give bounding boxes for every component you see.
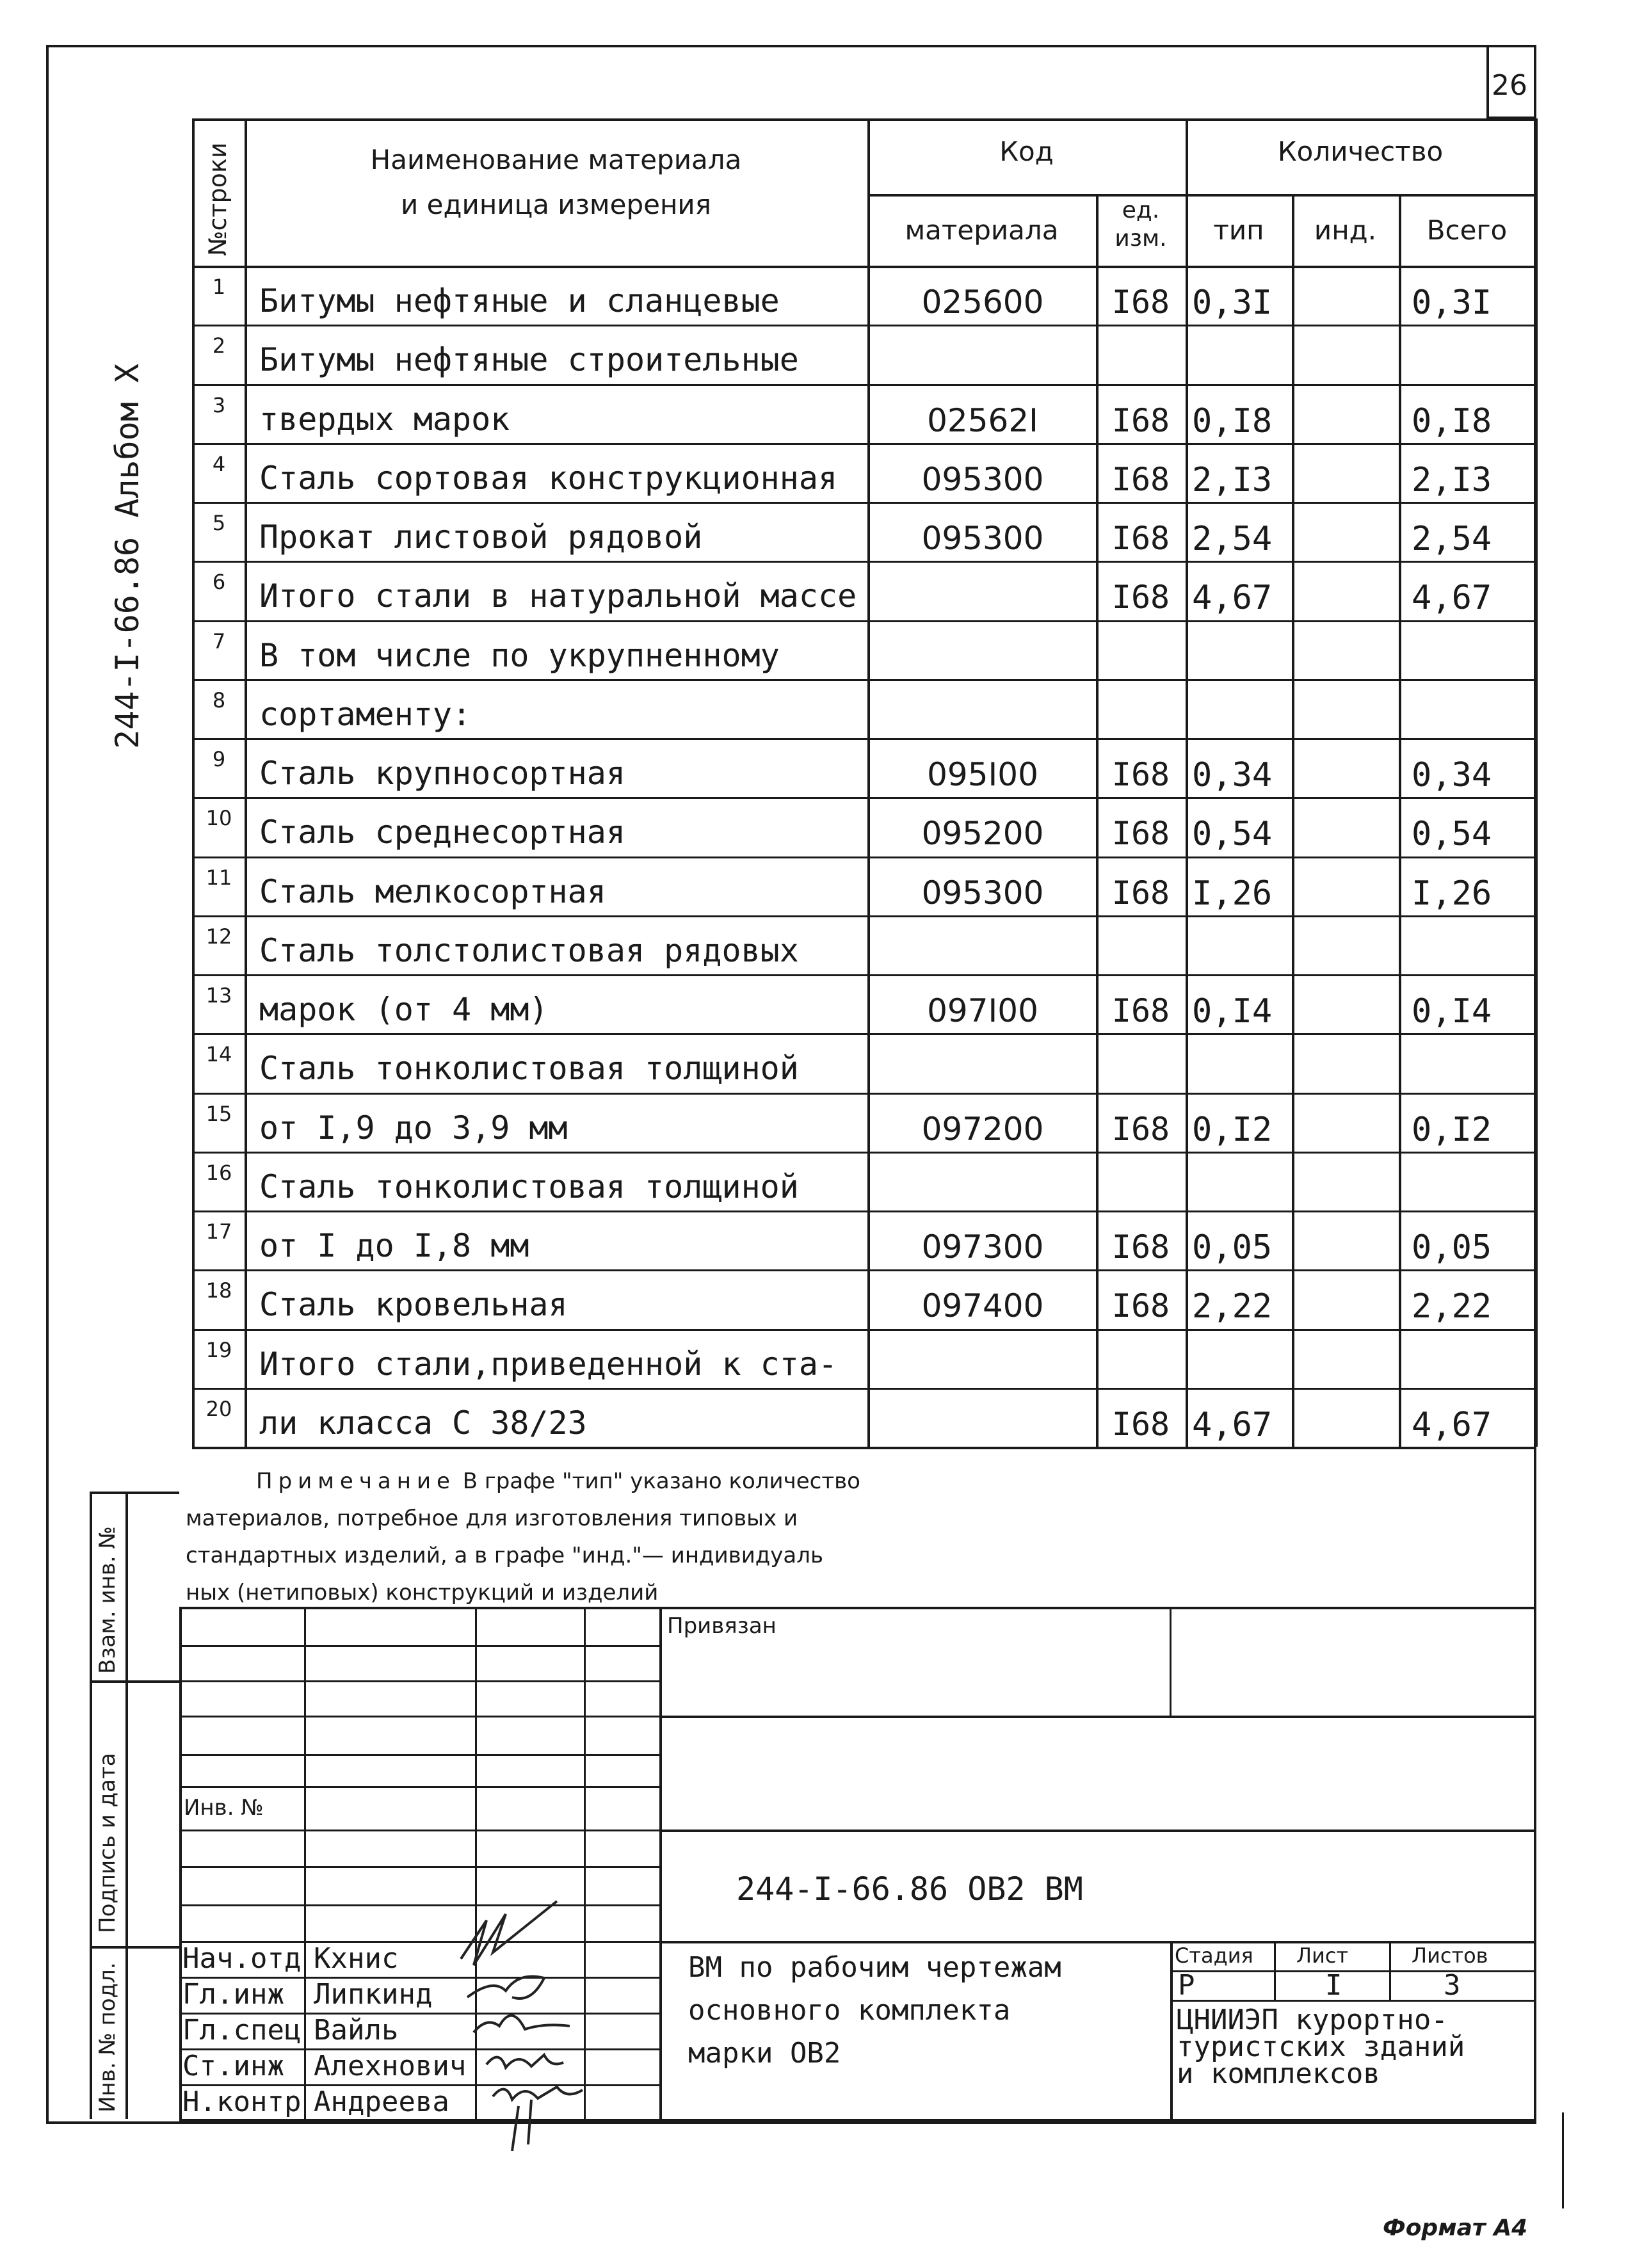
privyazan-label: Привязан <box>667 1613 777 1639</box>
row-divider <box>192 1152 1536 1154</box>
row-name: Сталь тонколистовая толщиной <box>259 1168 799 1205</box>
row-unit: I68 <box>1111 401 1170 439</box>
row-number: 15 <box>205 1101 232 1126</box>
row-name: В том числе по укрупненному <box>259 636 780 674</box>
organization-3: и комплексов <box>1177 2057 1380 2090</box>
row-unit: I68 <box>1111 756 1170 793</box>
header-code-material: материала <box>905 214 1059 246</box>
row-number: 19 <box>205 1337 232 1362</box>
signer-name: Андреева <box>314 2086 449 2118</box>
row-divider <box>192 1210 1536 1212</box>
sheet-value: I <box>1325 1969 1342 2002</box>
row-type: 2,22 <box>1192 1287 1273 1326</box>
row-divider <box>192 679 1536 681</box>
row-name: Прокат листовой рядовой <box>259 519 703 556</box>
row-unit: I68 <box>1111 1287 1170 1325</box>
stage-val-bottom <box>1170 2000 1536 2002</box>
row-divider <box>192 1093 1536 1095</box>
row-unit: I68 <box>1111 1228 1170 1266</box>
row-name: Итого стали в натуральной массе <box>259 577 857 615</box>
row-number: 1 <box>212 275 226 299</box>
inv-number-label: Инв. № <box>184 1795 264 1821</box>
organization-1: ЦНИИЭП курортно- <box>1177 2004 1448 2036</box>
edge-line <box>1562 2112 1564 2208</box>
row-name: Сталь толстолистовая рядовых <box>259 931 799 969</box>
side-strip-sep-1 <box>90 1680 179 1683</box>
row-number: 6 <box>212 570 226 595</box>
signer-role: Нач.отд <box>182 1942 302 1975</box>
stamp-grid-row <box>179 1786 659 1788</box>
signer-name: Алехнович <box>314 2050 467 2082</box>
header-qty-ind: инд. <box>1314 214 1377 246</box>
row-divider <box>192 325 1536 326</box>
stage-header: Стадия <box>1175 1943 1253 1968</box>
note-line-2: материалов, потребное для изготовления типовых и <box>186 1506 798 1531</box>
row-code: 095300 <box>921 520 1044 557</box>
header-code-unit-2: изм. <box>1115 225 1167 252</box>
row-number: 20 <box>205 1396 232 1421</box>
row-unit: I68 <box>1111 520 1170 557</box>
sheet-header: Лист <box>1296 1943 1349 1968</box>
row-divider <box>192 857 1536 858</box>
stage-hdr-bottom <box>1170 1970 1536 1972</box>
row-number: 14 <box>205 1042 232 1067</box>
row-type: 0,54 <box>1192 815 1273 854</box>
row-divider <box>192 1269 1536 1271</box>
side-label-vzam: Взам. инв. № <box>95 1526 120 1674</box>
row-type: 4,67 <box>1192 1405 1273 1444</box>
stamp-top <box>179 1607 1536 1609</box>
note-lead: Примечание <box>256 1468 456 1494</box>
doc-title-2: основного комплекта <box>688 1994 1011 2027</box>
row-name: Итого стали,приведенной к ста- <box>259 1345 838 1383</box>
privyazan-divider <box>1170 1607 1171 1716</box>
row-total: 4,67 <box>1412 579 1492 618</box>
header-sub-divider <box>867 194 1536 197</box>
row-unit: I68 <box>1111 1110 1170 1148</box>
row-code: 095300 <box>921 874 1044 912</box>
row-unit: I68 <box>1111 1405 1170 1443</box>
row-number: 3 <box>212 392 226 417</box>
stamp-grid-row <box>179 1716 659 1717</box>
signer-name: Липкинд <box>314 1978 433 2011</box>
page-number-box-divider <box>1486 45 1489 117</box>
row-name: Сталь крупносортная <box>259 755 625 792</box>
row-name: Битумы нефтяные и сланцевые <box>259 282 780 319</box>
row-name: Сталь кровельная <box>259 1286 568 1324</box>
col-ind-right <box>1399 194 1401 1447</box>
side-label-inv-podl: Инв. № подл. <box>95 1962 120 2112</box>
row-number: 17 <box>205 1219 232 1244</box>
note-block <box>186 1463 1018 1611</box>
row-type: 2,54 <box>1192 520 1273 558</box>
organization-2: туристских зданий <box>1177 2031 1465 2063</box>
row-total: 0,54 <box>1412 815 1492 854</box>
row-type: 0,05 <box>1192 1228 1273 1267</box>
album-label: 244-I-66.86 Альбом X <box>109 363 146 749</box>
row-unit: I68 <box>1111 992 1170 1029</box>
row-code: 025600 <box>921 284 1044 321</box>
signer-name: Кхнис <box>314 1942 399 1975</box>
table-right <box>1535 118 1538 1447</box>
row-name: ли класса С 38/23 <box>259 1404 587 1442</box>
row-number: 13 <box>205 983 232 1008</box>
row-number: 4 <box>212 451 226 476</box>
note-line-4: ных (нетиповых) конструкций и изделий <box>186 1580 659 1605</box>
header-name-1: Наименование материала <box>370 144 742 175</box>
privyazan-bottom <box>659 1716 1536 1718</box>
row-name: Битумы нефтяные строительные <box>259 341 799 379</box>
row-code: 097400 <box>921 1287 1044 1325</box>
col-rownum-right <box>245 118 247 1447</box>
stamp-left <box>179 1607 182 2119</box>
row-total: 0,I8 <box>1412 401 1492 440</box>
row-total: 0,3I <box>1412 284 1492 322</box>
row-divider <box>192 384 1536 386</box>
row-name: Сталь среднесортная <box>259 814 625 851</box>
header-code-unit: ед. <box>1122 197 1160 223</box>
signer-role: Гл.инж <box>182 1978 284 2011</box>
col-type-right <box>1292 194 1294 1447</box>
side-strip-divider <box>125 1492 128 2119</box>
row-type: 0,I8 <box>1192 401 1273 440</box>
stamp-bottom <box>179 2119 1536 2121</box>
title-row-top <box>659 1941 1536 1943</box>
row-divider <box>192 1329 1536 1331</box>
row-number: 12 <box>205 924 232 949</box>
note-line-3: стандартных изделий, а в графе "инд."— индивидуаль <box>186 1543 824 1568</box>
row-unit: I68 <box>1111 284 1170 321</box>
side-strip-left <box>90 1492 92 2119</box>
signer-role: Н.контр <box>182 2086 302 2118</box>
row-divider <box>192 502 1536 504</box>
row-divider <box>192 915 1536 917</box>
code-row-top <box>659 1830 1536 1832</box>
row-name: от I до I,8 мм <box>259 1227 529 1264</box>
stage-value: Р <box>1178 1969 1195 2002</box>
row-type: 2,I3 <box>1192 460 1273 499</box>
row-total: 0,I4 <box>1412 992 1492 1031</box>
row-total: 2,54 <box>1412 520 1492 558</box>
stamp-grid-row <box>179 1830 659 1831</box>
signer-name: Вайль <box>314 2014 399 2047</box>
row-name: Сталь тонколистовая толщиной <box>259 1050 799 1088</box>
row-type: 0,I2 <box>1192 1110 1273 1149</box>
side-label-podpis: Подпись и дата <box>95 1753 120 1933</box>
row-code: 097200 <box>921 1110 1044 1148</box>
row-code: 097I00 <box>927 992 1038 1029</box>
doc-title-3: марки ОВ2 <box>688 2037 841 2070</box>
row-number: 7 <box>212 629 226 654</box>
header-bottom <box>192 266 1536 268</box>
row-total: 2,I3 <box>1412 460 1492 499</box>
stamp-grid-row <box>179 1866 659 1868</box>
row-divider <box>192 561 1536 563</box>
row-total: I,26 <box>1412 874 1492 913</box>
row-unit: I68 <box>1111 874 1170 912</box>
row-total: 2,22 <box>1412 1287 1492 1326</box>
stamp-grid-row <box>179 1645 659 1647</box>
row-code: 095300 <box>921 460 1044 498</box>
row-number: 10 <box>205 806 232 831</box>
row-number: 9 <box>212 747 226 771</box>
signer-role: Гл.спец <box>182 2014 302 2047</box>
row-number: 5 <box>212 511 226 535</box>
document-code: 244-I-66.86 ОВ2 ВМ <box>736 1870 1083 1908</box>
table-left <box>192 118 195 1447</box>
page-number: 26 <box>1492 69 1527 102</box>
row-divider <box>192 1388 1536 1390</box>
signer-role: Ст.инж <box>182 2050 284 2082</box>
stage-col-2 <box>1389 1941 1391 2000</box>
row-code: 095I00 <box>927 756 1038 793</box>
row-number: 2 <box>212 334 226 358</box>
stage-divider <box>1170 1941 1173 2119</box>
row-total: 4,67 <box>1412 1405 1492 1444</box>
row-type: 4,67 <box>1192 579 1273 618</box>
row-code: 097300 <box>921 1228 1044 1266</box>
row-name: марок (от 4 мм) <box>259 991 549 1028</box>
row-code: 02562I <box>927 401 1038 439</box>
header-code: Код <box>999 136 1054 167</box>
row-number: 16 <box>205 1160 232 1185</box>
row-unit: I68 <box>1111 460 1170 498</box>
row-total: 0,05 <box>1412 1228 1492 1267</box>
header-qty-type: тип <box>1213 214 1264 246</box>
sheets-value: 3 <box>1444 1969 1461 2002</box>
header-row-number: №строки <box>204 142 232 256</box>
row-type: 0,34 <box>1192 756 1273 794</box>
row-type: 0,I4 <box>1192 992 1273 1031</box>
stamp-grid-row <box>179 1680 659 1682</box>
header-qty-total: Всего <box>1426 214 1508 246</box>
row-number: 18 <box>205 1278 232 1303</box>
table-top <box>192 118 1536 121</box>
format-label: Формат А4 <box>1383 2215 1528 2241</box>
row-name: Сталь мелкосортная <box>259 873 606 910</box>
handwritten-signatures <box>448 1895 640 2170</box>
note-line-1: В графе "тип" указано количество <box>455 1468 860 1494</box>
row-unit: I68 <box>1111 579 1170 616</box>
row-total: 0,I2 <box>1412 1110 1492 1149</box>
row-divider <box>192 974 1536 976</box>
col-unit-right <box>1186 118 1188 1447</box>
row-total: 0,34 <box>1412 756 1492 794</box>
row-type: 0,3I <box>1192 284 1273 322</box>
table-bottom <box>192 1447 1536 1449</box>
row-name: сортаменту: <box>259 695 472 733</box>
side-strip-sep-2 <box>90 1946 179 1949</box>
row-number: 11 <box>205 865 232 890</box>
sheets-header: Листов <box>1412 1943 1488 1968</box>
row-number: 8 <box>212 688 226 712</box>
header-quantity: Количество <box>1277 136 1444 167</box>
row-divider <box>192 620 1536 622</box>
row-divider <box>192 1033 1536 1035</box>
row-unit: I68 <box>1111 815 1170 853</box>
stamp-col-1 <box>304 1607 306 2119</box>
row-name: от I,9 до 3,9 мм <box>259 1109 568 1146</box>
row-name: Сталь сортовая конструкционная <box>259 459 838 497</box>
row-code: 095200 <box>921 815 1044 853</box>
row-divider <box>192 738 1536 740</box>
doc-title-1: ВМ по рабочим чертежам <box>688 1951 1061 1984</box>
row-type: I,26 <box>1192 874 1273 913</box>
stamp-grid-right <box>659 1607 662 2119</box>
stamp-grid-row <box>179 1754 659 1756</box>
row-divider <box>192 443 1536 445</box>
row-name: твердых марок <box>259 400 510 438</box>
row-divider <box>192 797 1536 799</box>
side-strip-top <box>90 1492 179 1494</box>
stage-col-1 <box>1274 1941 1276 2000</box>
header-name-2: и единица измерения <box>401 189 711 220</box>
